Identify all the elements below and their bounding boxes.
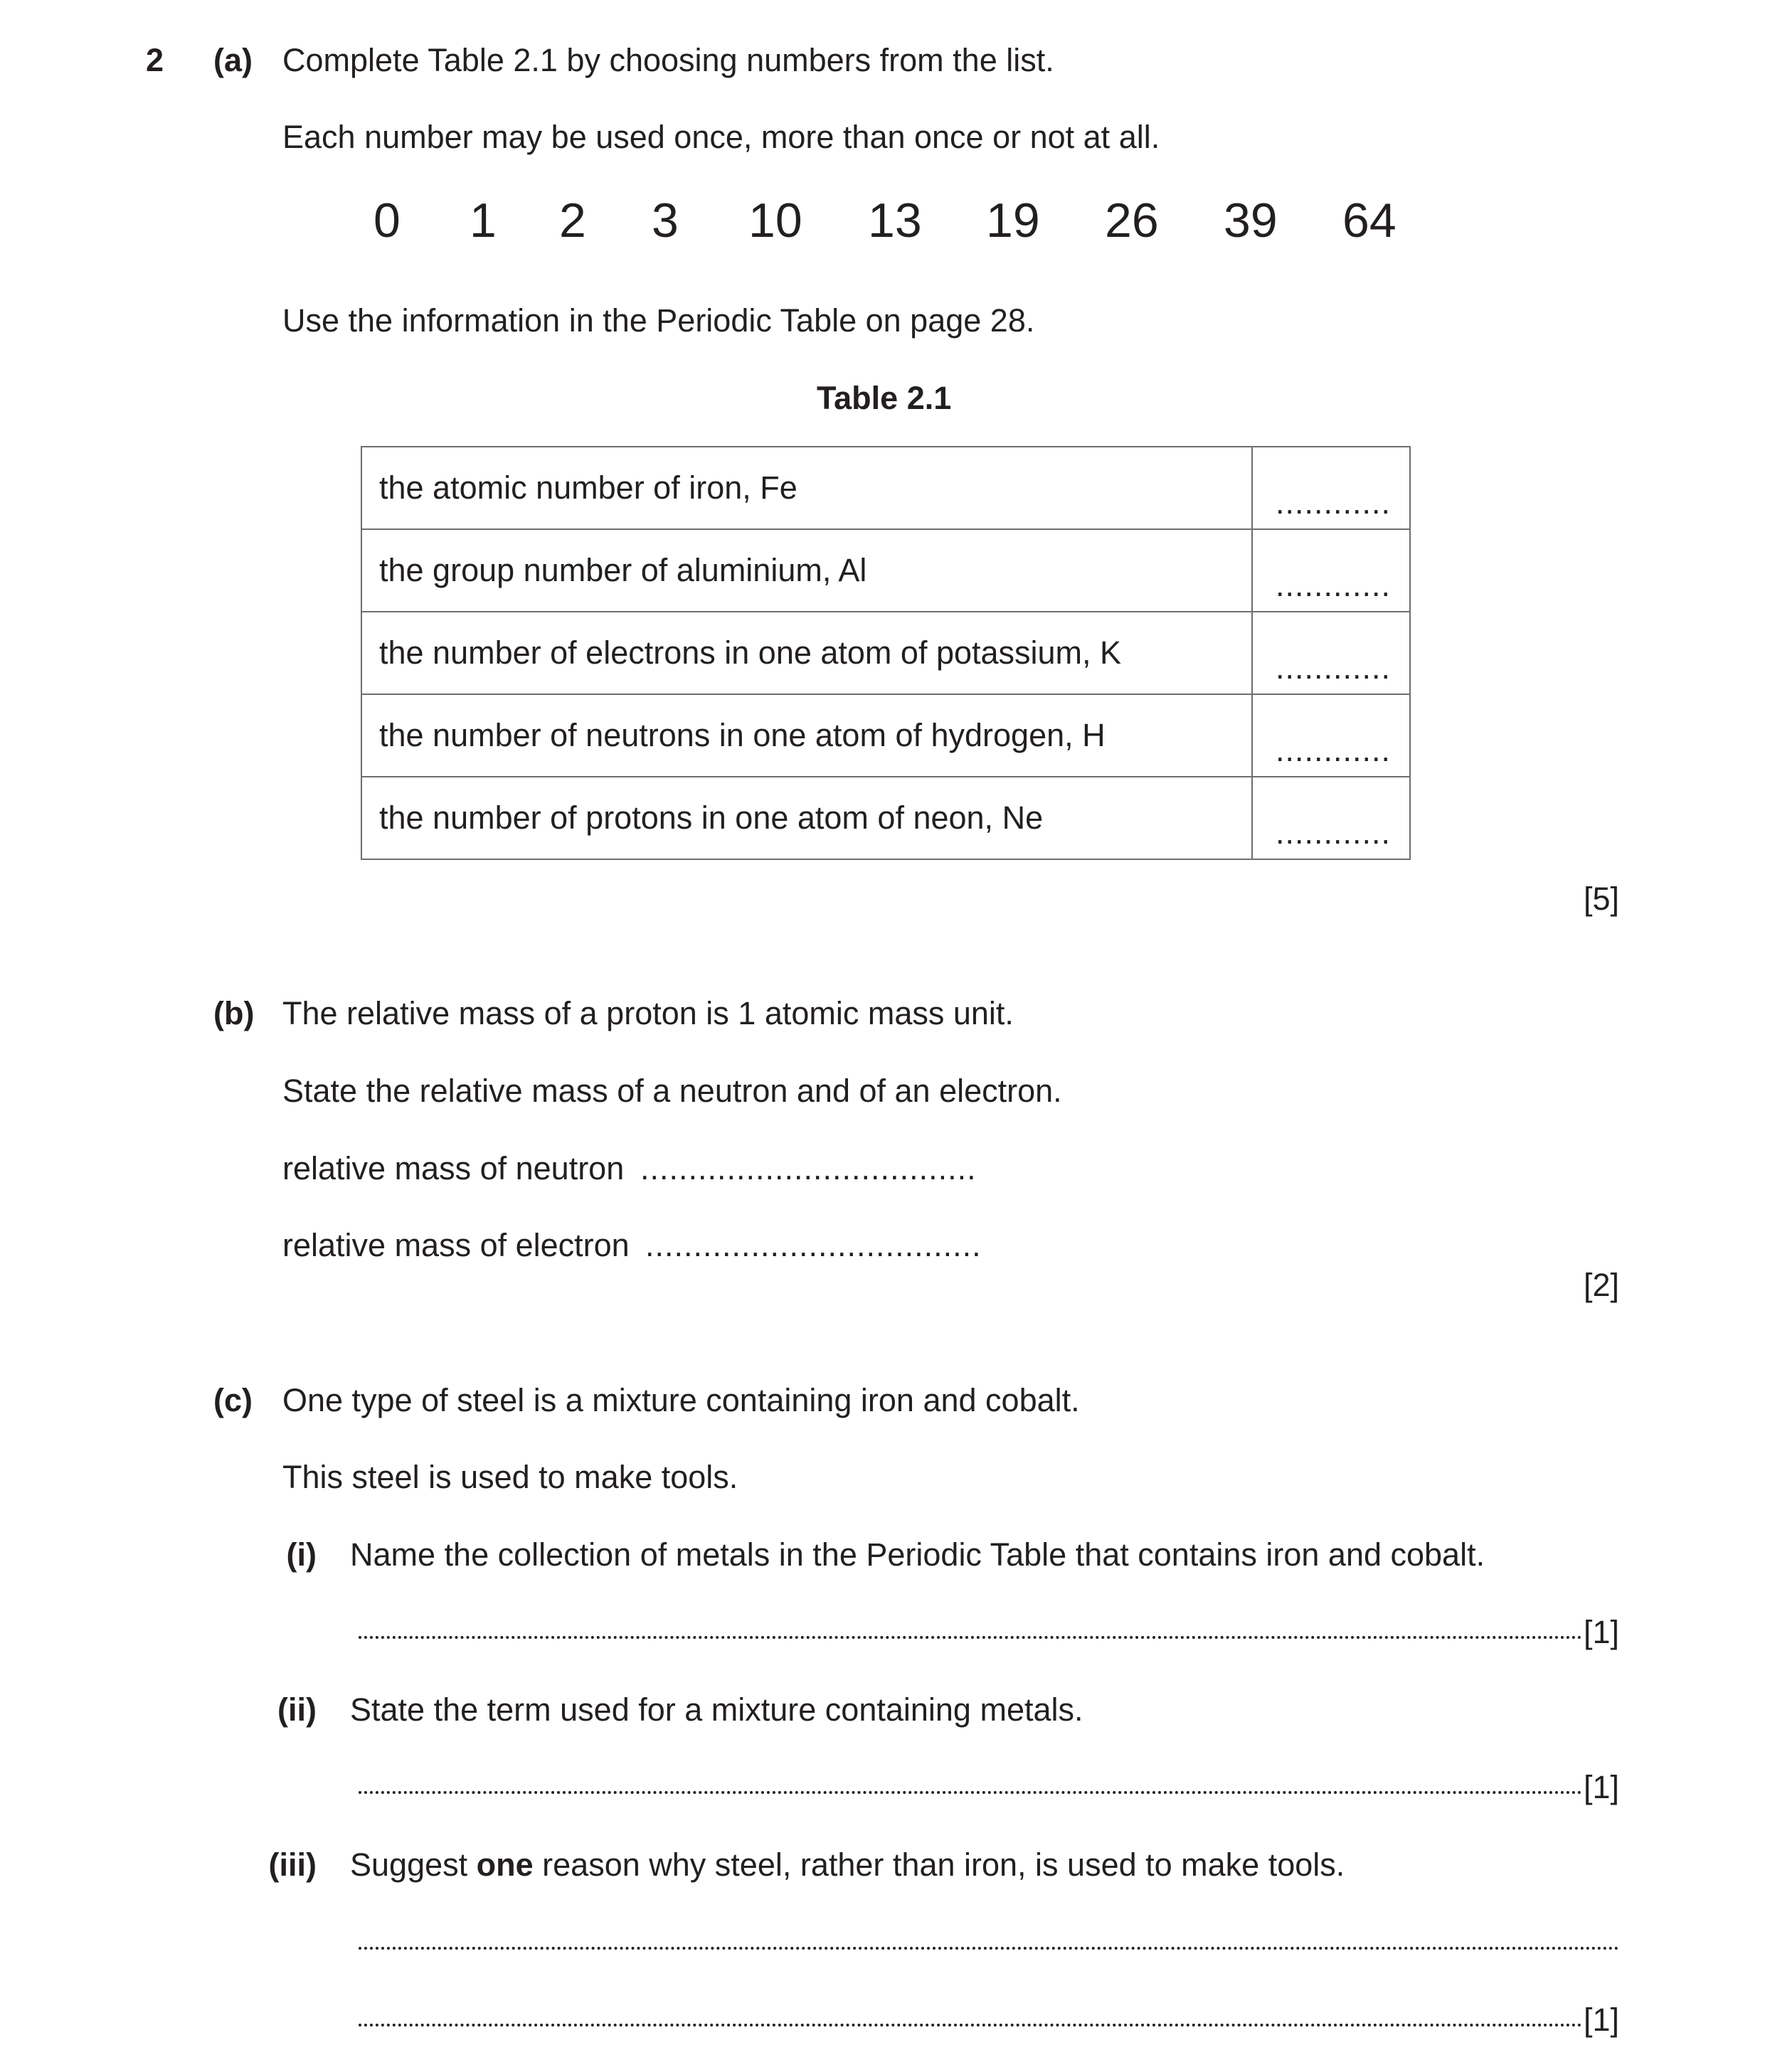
neutron-label: relative mass of neutron [282,1150,625,1186]
part-b-instruction: State the relative mass of a neutron and of an electron. [282,1073,1062,1109]
table-row [361,447,1410,529]
part-c-statement: One type of steel is a mixture containing iron and cobalt. [282,1382,1080,1418]
part-c-i-label: (i) [286,1536,317,1573]
part-c-i-question: Name the collection of metals in the Periodic Table that contains iron and cobalt. [350,1536,1485,1573]
part-c-ii-answer-line[interactable] [359,1791,1582,1794]
part-c-label: (c) [213,1382,253,1418]
table-row [361,694,1410,777]
number-option: 3 [652,193,679,248]
electron-label: relative mass of electron [282,1227,630,1263]
number-option: 64 [1342,193,1396,248]
question-emphasis: one [476,1847,534,1883]
question-number: 2 [146,42,164,78]
number-option: 19 [986,193,1040,248]
number-option: 39 [1224,193,1278,248]
question-text: reason why steel, rather than iron, is used to make tools. [542,1847,1345,1883]
part-c-iii-label: (iii) [268,1847,317,1883]
table-row [361,529,1410,612]
number-option: 1 [470,193,497,248]
number-option: 13 [868,193,922,248]
part-c-iii-question [350,1849,1345,1881]
part-c-ii-label: (ii) [277,1691,317,1728]
answer-field[interactable]: ............ [1275,567,1391,603]
number-option: 0 [373,193,401,248]
part-a-marks: [5] [1584,881,1620,917]
answer-field[interactable]: ............ [1275,732,1391,768]
answer-field[interactable]: ............ [1275,484,1391,521]
table-row [361,612,1410,694]
number-option: 2 [559,193,586,248]
question-text: Suggest [350,1847,468,1883]
table-2-1 [361,446,1411,860]
table-title: Table 2.1 [817,380,952,416]
part-a-info: Use the information in the Periodic Table on page 28. [282,302,1035,339]
part-c-i-marks: [1] [1584,1614,1620,1650]
electron-answer-field[interactable]: ................................... [645,1227,982,1263]
part-c-iii-answer-line-2[interactable] [359,2024,1582,2026]
part-c-ii-marks: [1] [1584,1769,1620,1805]
row-description: the number of protons in one atom of neon, Ne [379,799,1044,836]
table-row [361,777,1410,859]
part-a-note: Each number may be used once, more than once or not at all. [282,119,1160,155]
row-description: the atomic number of iron, Fe [379,469,797,506]
neutron-answer-field[interactable]: ................................... [640,1150,977,1186]
part-a-instruction: Complete Table 2.1 by choosing numbers from the list. [282,42,1054,78]
row-description: the number of electrons in one atom of potassium, K [379,634,1122,671]
number-option: 10 [748,193,802,248]
part-b-marks: [2] [1584,1267,1620,1303]
part-c-ii-question: State the term used for a mixture containing metals. [350,1691,1083,1728]
answer-field[interactable]: ............ [1275,814,1391,851]
number-option: 26 [1105,193,1159,248]
part-b-statement: The relative mass of a proton is 1 atomic mass unit. [282,995,1014,1031]
answer-field[interactable]: ............ [1275,649,1391,686]
part-c-use: This steel is used to make tools. [282,1459,738,1495]
part-c-iii-answer-line-1[interactable] [359,1947,1619,1950]
part-b-label: (b) [213,995,255,1031]
part-a-label: (a) [213,42,253,78]
part-c-i-answer-line[interactable] [359,1636,1582,1639]
row-description: the number of neutrons in one atom of hydrogen, H [379,717,1106,753]
part-c-iii-marks: [1] [1584,2002,1620,2038]
row-description: the group number of aluminium, Al [379,552,867,588]
